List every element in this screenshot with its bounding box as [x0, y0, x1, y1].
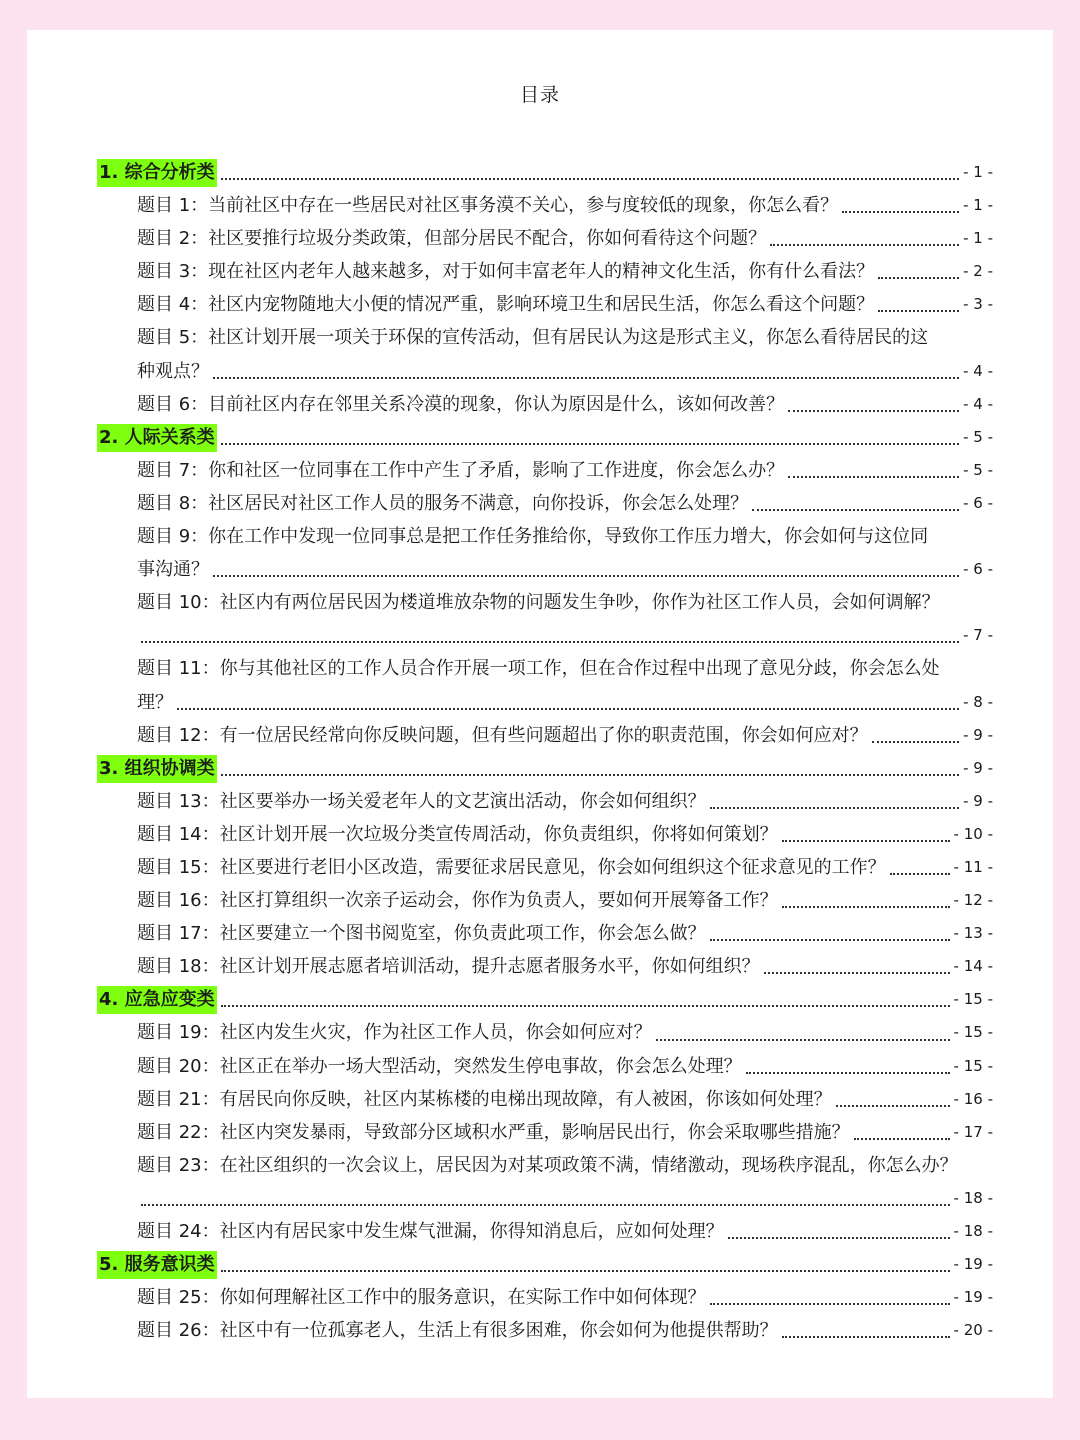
toc-question-entry[interactable] — [97, 487, 993, 520]
toc-leader-dots — [213, 377, 959, 379]
toc-entry-text: 题目 6：目前社区内存在邻里关系冷漠的现象，你认为原因是什么，该如何改善？ — [137, 393, 785, 415]
toc-question-entry[interactable] — [97, 288, 993, 321]
toc-entry-text: 题目 13：社区要举办一场关爱老年人的文艺演出活动，你会如何组织？ — [137, 790, 706, 812]
toc-entry-text: 题目 16：社区打算组织一次亲子运动会，你作为负责人，要如何开展筹备工作？ — [137, 890, 778, 912]
toc-entry-text: 题目 2：社区要推行垃圾分类政策，但部分居民不配合，你如何看待这个问题？ — [137, 228, 767, 250]
toc-entry-text: 题目 22：社区内突发暴雨，导致部分区域积水严重，影响居民出行，你会采取哪些措施？ — [137, 1121, 850, 1143]
toc-section-entry[interactable] — [97, 156, 993, 189]
toc-page-number: - 17 - — [953, 1122, 993, 1141]
toc-leader-dots — [221, 178, 959, 180]
toc-page-number: - 15 - — [953, 990, 993, 1009]
toc-page-number: - 5 - — [963, 460, 993, 479]
toc-page-number: - 18 - — [953, 1222, 993, 1240]
toc-entry-text: 题目 21：有居民向你反映，社区内某栋楼的电梯出现故障，有人被困，你该如何处理？ — [137, 1088, 832, 1110]
toc-leader-dots — [872, 741, 959, 743]
toc-leader-dots — [836, 1105, 950, 1107]
toc-leader-dots — [746, 1072, 950, 1074]
toc-page-number: - 10 - — [953, 824, 993, 843]
toc-entry-text: 题目 19：社区内发生火灾，作为社区工作人员，你会如何应对？ — [137, 1022, 652, 1044]
toc-question-entry[interactable] — [97, 388, 993, 421]
toc-page-number: - 6 - — [963, 560, 993, 579]
toc-page-number: - 1 - — [963, 163, 993, 181]
toc-question-entry[interactable] — [97, 917, 993, 950]
toc-section-entry[interactable] — [97, 1248, 993, 1281]
toc-entry-text: 题目 9：你在工作中发现一位同事总是把工作任务推给你，导致你工作压力增大，你会如何与这位同 — [137, 526, 929, 548]
toc-question-entry[interactable] — [97, 321, 993, 354]
toc-section-label: 3. 组织协调类 — [97, 755, 217, 783]
toc-leader-dots — [656, 1039, 950, 1041]
toc-entry-text: 题目 14：社区计划开展一次垃圾分类宣传周活动，你负责组织，你将如何策划？ — [137, 823, 778, 845]
toc-page-number: - 7 - — [963, 626, 993, 645]
toc-page-number: - 15 - — [953, 1056, 993, 1075]
toc-leader-dots — [710, 939, 950, 941]
toc-leader-dots — [788, 476, 959, 478]
toc-leader-dots — [782, 906, 950, 908]
toc-entry-text: 题目 12：有一位居民经常向你反映问题，但有些问题超出了你的职责范围，你会如何应对？ — [137, 724, 868, 746]
toc-section-entry[interactable] — [97, 752, 993, 785]
toc-page-number: - 20 - — [953, 1321, 993, 1340]
toc-leader-dots — [752, 509, 959, 511]
toc-section-entry[interactable] — [97, 421, 993, 454]
toc-page-number: - 16 - — [953, 1089, 993, 1108]
toc-entry-text: 事沟通？ — [137, 559, 209, 581]
toc-question-entry[interactable] — [97, 884, 993, 917]
toc-question-entry[interactable] — [97, 1083, 993, 1116]
toc-leader-dots — [764, 972, 950, 974]
toc-entry-text: 题目 26：社区中有一位孤寡老人，生活上有很多困难，你会如何为他提供帮助？ — [137, 1320, 778, 1342]
toc-leader-dots — [213, 575, 959, 577]
toc-leader-dots — [177, 708, 959, 710]
toc-question-entry[interactable] — [97, 222, 993, 255]
toc-question-entry[interactable] — [97, 189, 993, 222]
toc-question-entry[interactable] — [97, 520, 993, 553]
toc-entry-text: 题目 17：社区要建立一个图书阅览室，你负责此项工作，你会怎么做？ — [137, 923, 706, 945]
toc-question-entry[interactable] — [97, 255, 993, 288]
toc-leader-dots — [878, 277, 959, 279]
toc-page-number: - 1 - — [963, 229, 993, 248]
toc-question-entry[interactable] — [97, 950, 993, 983]
toc-entry-text: 题目 15：社区要进行老旧小区改造，需要征求居民意见，你会如何组织这个征求意见的工作？ — [137, 856, 886, 878]
toc-page-number: - 3 - — [963, 295, 993, 314]
table-of-contents — [97, 156, 993, 1347]
toc-question-entry[interactable] — [97, 1182, 993, 1215]
toc-entry-text: 题目 1：当前社区中存在一些居民对社区事务漠不关心，参与度较低的现象，你怎么看？ — [137, 195, 839, 217]
toc-question-entry[interactable] — [97, 686, 993, 719]
toc-entry-text: 题目 8：社区居民对社区工作人员的服务不满意，向你投诉，你会怎么处理？ — [137, 492, 749, 514]
toc-page-number: - 9 - — [963, 791, 993, 810]
toc-leader-dots — [878, 310, 959, 312]
toc-entry-text: 题目 24：社区内有居民家中发生煤气泄漏，你得知消息后，应如何处理？ — [137, 1221, 724, 1242]
toc-entry-text: 理？ — [137, 691, 173, 713]
toc-entry-text: 题目 20：社区正在举办一场大型活动，突然发生停电事故，你会怎么处理？ — [137, 1055, 742, 1077]
toc-page-number: - 15 - — [953, 1023, 993, 1042]
toc-leader-dots — [788, 410, 959, 412]
toc-entry-text: 题目 23：在社区组织的一次会议上，居民因为对某项政策不满，情绪激动，现场秩序混乱，你怎么办？ — [137, 1154, 958, 1176]
toc-question-entry[interactable] — [97, 1215, 993, 1248]
toc-page-number: - 8 - — [963, 692, 993, 711]
toc-entry-text: 题目 3：现在社区内老年人越来越多，对于如何丰富老年人的精神文化生活，你有什么看法？ — [137, 261, 875, 283]
toc-leader-dots — [221, 1005, 950, 1007]
toc-question-entry[interactable] — [97, 355, 993, 388]
toc-question-entry[interactable] — [97, 1149, 993, 1182]
toc-leader-dots — [221, 774, 959, 776]
toc-question-entry[interactable] — [97, 785, 993, 818]
toc-leader-dots — [770, 244, 959, 246]
toc-leader-dots — [782, 840, 950, 842]
toc-leader-dots — [221, 443, 959, 445]
toc-leader-dots — [782, 1336, 950, 1338]
toc-leader-dots — [221, 1270, 950, 1272]
toc-page-number: - 11 - — [953, 857, 993, 876]
toc-page-number: - 2 - — [963, 262, 993, 281]
toc-page-number: - 4 - — [963, 394, 993, 413]
toc-question-entry[interactable] — [97, 1281, 993, 1314]
toc-section-label: 1. 综合分析类 — [97, 159, 217, 187]
toc-entry-text: 题目 18：社区计划开展志愿者培训活动，提升志愿者服务水平，你如何组织？ — [137, 956, 760, 978]
toc-leader-dots — [141, 1204, 950, 1206]
toc-page-number: - 13 - — [953, 924, 993, 943]
toc-page-number: - 12 - — [953, 891, 993, 910]
toc-question-entry[interactable] — [97, 652, 993, 685]
document-page — [27, 30, 1053, 1398]
toc-page-number: - 4 - — [963, 361, 993, 380]
toc-entry-text: 题目 25：你如何理解社区工作中的服务意识，在实际工作中如何体现？ — [137, 1287, 706, 1309]
toc-page-number: - 19 - — [953, 1288, 993, 1307]
toc-question-entry[interactable] — [97, 619, 993, 652]
toc-leader-dots — [710, 1303, 950, 1305]
toc-entry-text: 种观点？ — [137, 360, 209, 382]
toc-leader-dots — [890, 873, 950, 875]
toc-leader-dots — [842, 211, 959, 213]
toc-page-number: - 1 - — [963, 196, 993, 215]
toc-leader-dots — [854, 1138, 950, 1140]
toc-section-label: 5. 服务意识类 — [97, 1251, 217, 1279]
toc-page-number: - 9 - — [963, 758, 993, 777]
toc-question-entry[interactable] — [97, 1050, 993, 1083]
toc-question-entry[interactable] — [97, 454, 993, 487]
toc-leader-dots — [141, 641, 959, 643]
toc-entry-text: 题目 5：社区计划开展一项关于环保的宣传活动，但有居民认为这是形式主义，你怎么看待居民的这 — [137, 327, 929, 349]
toc-page-number: - 19 - — [953, 1255, 993, 1274]
toc-page-number: - 9 - — [963, 725, 993, 744]
page-title: 目录 — [519, 84, 560, 106]
toc-leader-dots — [728, 1237, 950, 1239]
toc-page-number: - 6 - — [963, 493, 993, 512]
toc-leader-dots — [710, 807, 959, 809]
toc-question-entry[interactable] — [97, 1116, 993, 1149]
toc-page-number: - 14 - — [953, 957, 993, 976]
toc-page-number: - 18 - — [953, 1188, 993, 1207]
toc-entry-text: 题目 11：你与其他社区的工作人员合作开展一项工作，但在合作过程中出现了意见分歧，你会怎么处 — [137, 658, 940, 680]
toc-question-entry[interactable] — [97, 851, 993, 884]
toc-question-entry[interactable] — [97, 1314, 993, 1347]
toc-question-entry[interactable] — [97, 586, 993, 619]
toc-page-number: - 5 - — [963, 427, 993, 446]
toc-entry-text: 题目 7：你和社区一位同事在工作中产生了矛盾，影响了工作进度，你会怎么办？ — [137, 459, 785, 481]
toc-entry-text: 题目 10：社区内有两位居民因为楼道堆放杂物的问题发生争吵，你作为社区工作人员，会如何调解？ — [137, 592, 940, 614]
toc-question-entry[interactable] — [97, 553, 993, 586]
toc-section-label: 4. 应急应变类 — [97, 986, 217, 1014]
toc-question-entry[interactable] — [97, 719, 993, 752]
toc-question-entry[interactable] — [97, 1016, 993, 1049]
toc-entry-text: 题目 4：社区内宠物随地大小便的情况严重，影响环境卫生和居民生活，你怎么看这个问题？ — [137, 294, 875, 316]
toc-section-label: 2. 人际关系类 — [97, 424, 217, 452]
toc-question-entry[interactable] — [97, 818, 993, 851]
toc-section-entry[interactable] — [97, 983, 993, 1016]
